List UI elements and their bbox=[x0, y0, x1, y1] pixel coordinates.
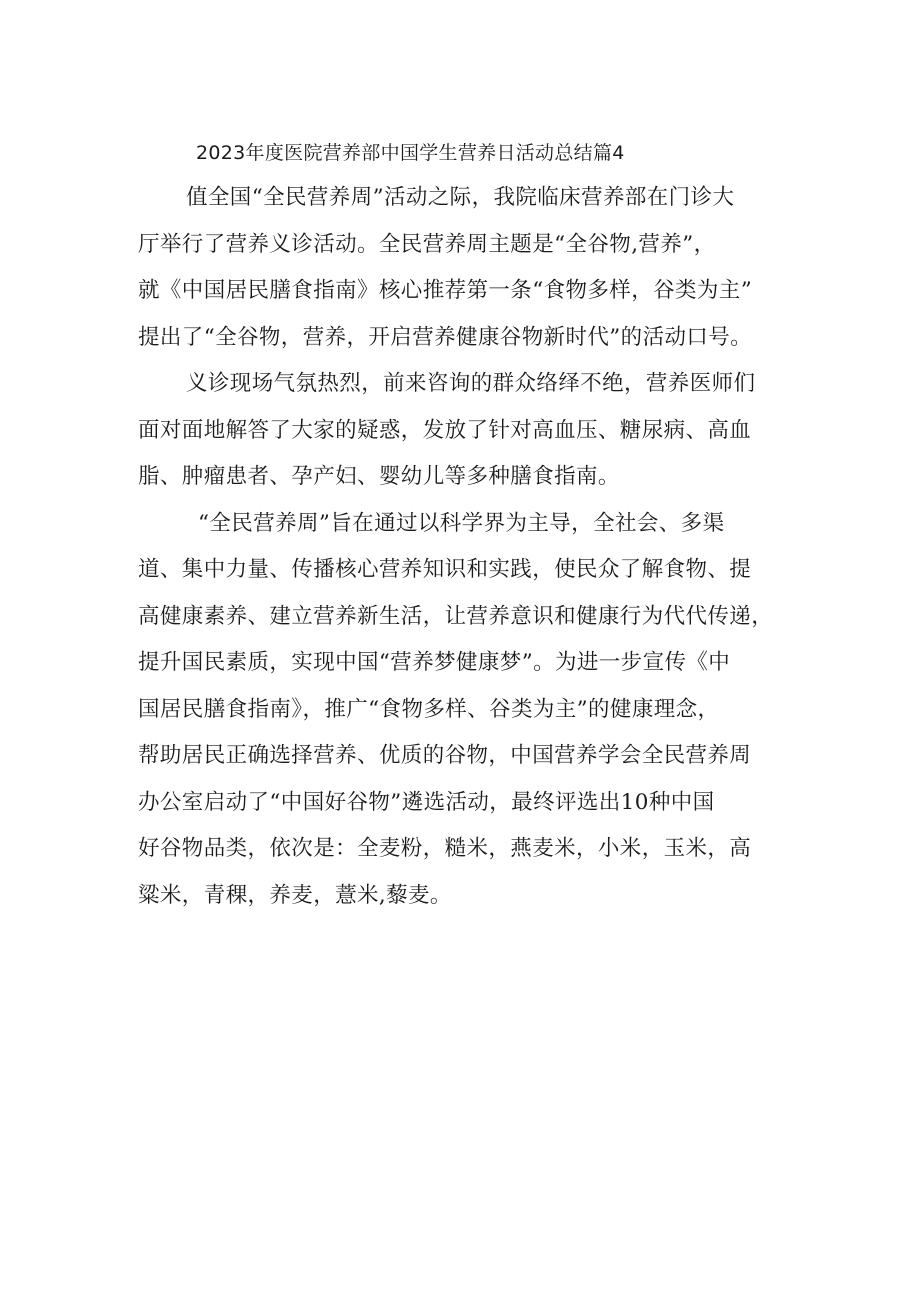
document-body bbox=[138, 180, 788, 924]
paragraph-1-line-4: 提出了“全谷物，营养，开启营养健康谷物新时代”的活动口号。 bbox=[138, 324, 753, 350]
paragraph-1-line-3: 就《中国居民膳食指南》核心推荐第一条“食物多样，谷类为主” bbox=[138, 278, 753, 303]
paragraph-3-line-8: 好谷物品类，依次是：全麦粉，糙米，燕麦米，小米，玉米，高 bbox=[138, 836, 752, 861]
paragraph-3-line-9: 粱米，青稞，养麦，薏米,藜麦。 bbox=[138, 882, 452, 908]
paragraph-1-line-2: 厅举行了营养义诊活动。全民营养周主题是“全谷物,营养”， bbox=[138, 231, 716, 257]
paragraph-3-line-3: 高健康素养、建立营养新生活，让营养意识和健康行为代代传递， bbox=[138, 603, 774, 629]
paragraph-2-line-1: 义诊现场气氛热烈，前来咨询的群众络绎不绝，营养医师们 bbox=[186, 371, 756, 396]
paragraph-3-line-1: “全民营养周”旨在通过以科学界为主导，全社会、多渠 bbox=[198, 510, 725, 536]
paragraph-3-line-6: 帮助居民正确选择营养、优质的谷物，中国营养学会全民营养周 bbox=[138, 743, 752, 768]
paragraph-3-line-2: 道、集中力量、传播核心营养知识和实践，使民众了解食物、提 bbox=[138, 557, 752, 582]
paragraph-2-line-2: 面对面地解答了大家的疑惑，发放了针对高血压、糖尿病、高血 bbox=[138, 417, 752, 443]
document-title: 2023年度医院营养部中国学生营养日活动总结篇4 bbox=[196, 142, 625, 164]
paragraph-3-line-4: 提升国民素质，实现中国“营养梦健康梦”。为进一步宣传《中 bbox=[138, 650, 731, 675]
paragraph-3-line-7: 办公室启动了“中国好谷物”遴选活动，最终评选出10种中国 bbox=[138, 789, 715, 815]
paragraph-3-line-5: 国居民膳食指南》，推广“食物多样、谷类为主”的健康理念， bbox=[138, 696, 720, 722]
paragraph-1-line-1: 值全国“全民营养周”活动之际，我院临床营养部在门诊大 bbox=[186, 185, 735, 210]
paragraph-2-line-3: 脂、肿瘤患者、孕产妇、婴幼儿等多种膳食指南。 bbox=[138, 464, 620, 489]
